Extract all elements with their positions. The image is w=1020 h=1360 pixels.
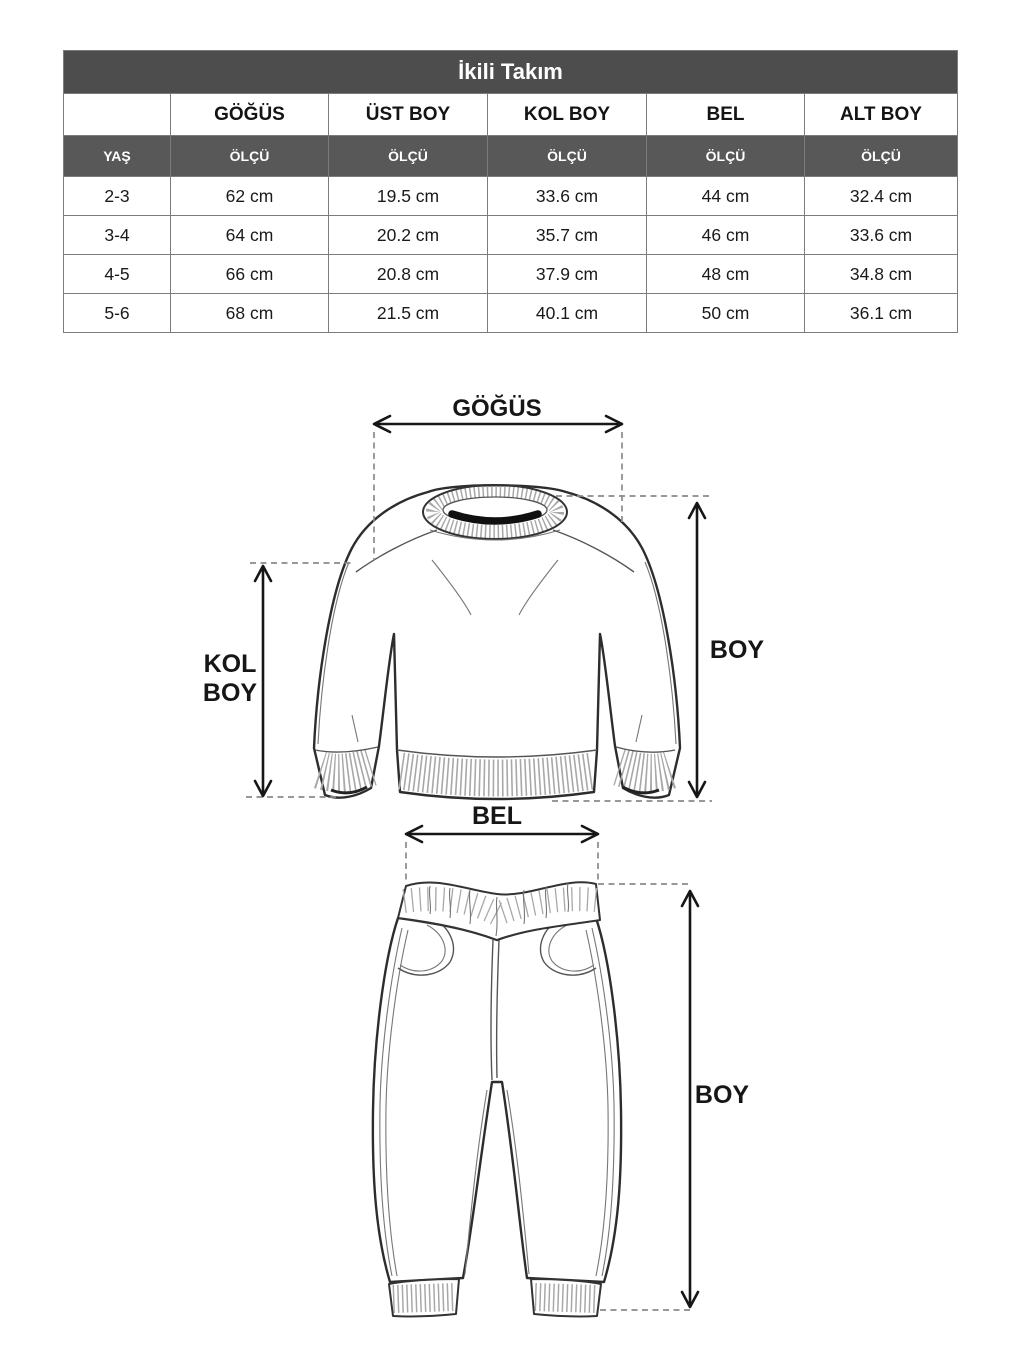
subheader-measure: ÖLÇÜ (329, 136, 488, 177)
size-cell: 20.2 cm (329, 216, 488, 255)
table-header-row (64, 94, 958, 136)
pants-legs-outline (373, 918, 621, 1282)
sleeve-label-line2: BOY (202, 679, 258, 707)
table-row (64, 294, 958, 333)
header-top-length: ÜST BOY (329, 94, 488, 136)
size-cell: 33.6 cm (805, 216, 958, 255)
size-cell: 40.1 cm (488, 294, 647, 333)
top-length-label: BOY (709, 636, 765, 664)
table-row (64, 255, 958, 294)
age-cell: 2-3 (64, 177, 171, 216)
waist-label: BEL (472, 802, 522, 830)
size-cell: 46 cm (647, 216, 805, 255)
size-cell: 64 cm (171, 216, 329, 255)
size-cell: 19.5 cm (329, 177, 488, 216)
chest-label: GÖĞÜS (452, 395, 542, 422)
age-cell: 3-4 (64, 216, 171, 255)
size-cell: 48 cm (647, 255, 805, 294)
header-bottom-length: ALT BOY (805, 94, 958, 136)
header-chest: GÖĞÜS (171, 94, 329, 136)
table-row (64, 216, 958, 255)
sleeve-label-line1: KOL (203, 650, 257, 678)
subheader-measure: ÖLÇÜ (171, 136, 329, 177)
size-cell: 62 cm (171, 177, 329, 216)
size-cell: 35.7 cm (488, 216, 647, 255)
size-cell: 34.8 cm (805, 255, 958, 294)
sweatshirt-drawing (314, 485, 680, 799)
header-empty-cell (64, 94, 171, 136)
table-subheader-row (64, 136, 958, 177)
size-cell: 20.8 cm (329, 255, 488, 294)
table-title-row (64, 51, 958, 94)
size-cell: 33.6 cm (488, 177, 647, 216)
header-sleeve-length: KOL BOY (488, 94, 647, 136)
table-title: İkili Takım (64, 51, 958, 94)
header-waist: BEL (647, 94, 805, 136)
subheader-measure: ÖLÇÜ (488, 136, 647, 177)
measurement-diagram (0, 380, 1020, 1360)
age-cell: 5-6 (64, 294, 171, 333)
size-cell: 37.9 cm (488, 255, 647, 294)
size-cell: 21.5 cm (329, 294, 488, 333)
size-cell: 66 cm (171, 255, 329, 294)
table-row (64, 177, 958, 216)
age-cell: 4-5 (64, 255, 171, 294)
subheader-age: YAŞ (64, 136, 171, 177)
pants-drawing (373, 882, 621, 1316)
size-cell: 50 cm (647, 294, 805, 333)
size-cell: 36.1 cm (805, 294, 958, 333)
size-table (63, 50, 958, 333)
sweatshirt-outline (314, 485, 680, 799)
size-cell: 44 cm (647, 177, 805, 216)
pants-length-label: BOY (694, 1081, 750, 1109)
size-cell: 32.4 cm (805, 177, 958, 216)
subheader-measure: ÖLÇÜ (647, 136, 805, 177)
subheader-measure: ÖLÇÜ (805, 136, 958, 177)
size-cell: 68 cm (171, 294, 329, 333)
